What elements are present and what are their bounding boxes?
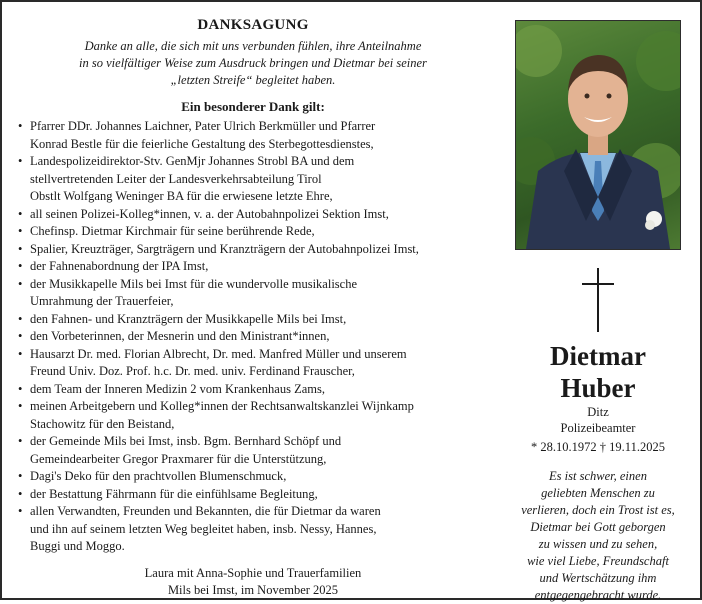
thanks-item (16, 153, 490, 206)
thanks-item (16, 118, 490, 153)
quote-line: verlieren, doch ein Trost ist es, (521, 503, 675, 517)
quote-line: wie viel Liebe, Freundschaft (527, 554, 669, 568)
memorial-quote (508, 468, 688, 604)
life-dates: * 28.10.1972 † 19.11.2025 (531, 440, 665, 454)
intro-text (16, 38, 490, 89)
thanks-item-line: stellvertretenden Leiter der Landesverkehrsabteilung Tirol (30, 171, 322, 186)
thanks-item-line: • dem Team der Inneren Medizin 2 vom Krankenhaus Zams, (30, 381, 325, 396)
profession: Polizeibeamter (560, 421, 636, 435)
quote-line: geliebten Menschen zu (541, 486, 655, 500)
memorial-column (508, 20, 688, 604)
thanks-item (16, 503, 490, 556)
thanks-item (16, 241, 490, 259)
thanks-item-line: • der Gemeinde Mils bei Imst, insb. Bgm. Bernhard Schöpf und (30, 434, 342, 448)
thanks-item-line: Umrahmung der Trauerfeier, (30, 294, 174, 308)
thanks-item (16, 276, 490, 311)
thanks-list (16, 118, 490, 556)
special-thanks-heading: Ein besonderer Dank gilt: (181, 99, 325, 114)
thanks-column (16, 16, 490, 599)
quote-line: und Wertschätzung ihm (539, 571, 657, 585)
thanks-item (16, 433, 490, 468)
thanks-item-line: • der Fahnenabordnung der IPA Imst, (30, 259, 209, 273)
thanks-item-line: Konrad Bestle für die feierliche Gestaltung des Sterbegottesdienstes, (30, 136, 374, 151)
thanks-item-line: • den Fahnen- und Kranzträgern der Musikkapelle Mils bei Imst, (30, 311, 347, 326)
portrait-illustration (516, 21, 680, 249)
intro-line: Danke an alle, die sich mit uns verbunden fühlen, ihre Anteilnahme (84, 39, 422, 53)
quote-line: Es ist schwer, einen (549, 469, 647, 483)
thanks-item (16, 381, 490, 399)
page-title: DANKSAGUNG (197, 17, 309, 33)
thanks-item (16, 258, 490, 276)
thanks-item (16, 223, 490, 241)
thanks-item (16, 486, 490, 504)
closing-line: Laura mit Anna-Sophie und Trauerfamilien (144, 565, 362, 580)
thanks-item-line: und ihn auf seinem letzten Weg begleitet haben, insb. Nessy, Hannes, (30, 521, 377, 536)
thanks-item-line: • Hausarzt Dr. med. Florian Albrecht, Dr. med. Manfred Müller und unserem (30, 346, 407, 361)
quote-line: entgegengebracht wurde. (534, 588, 662, 602)
quote-line: zu wissen und zu sehen, (538, 537, 658, 551)
intro-line: in so vielfältiger Weise zum Ausdruck bringen und Dietmar bei seiner (79, 56, 427, 70)
thanks-item-line: • der Bestattung Fährmann für die einfühlsame Begleitung, (30, 486, 318, 501)
thanks-item-line: • meinen Arbeitgebern und Kolleg*innen der Rechtsanwaltskanzlei Wijnkamp (30, 399, 414, 413)
thanks-item-line: Stachowitz für den Beistand, (30, 416, 175, 431)
thanks-item-line: • Landespolizeidirektor-Stv. GenMjr Johannes Strobl BA und dem (30, 154, 355, 168)
portrait-photo (515, 20, 681, 250)
thanks-item (16, 206, 490, 224)
closing-signature (16, 565, 490, 599)
thanks-item (16, 311, 490, 329)
thanks-item-line: • Pfarrer DDr. Johannes Laichner, Pater Ulrich Berkmüller und Pfarrer (30, 119, 376, 133)
thanks-item-line: Buggi und Moggo. (30, 539, 125, 553)
thanks-item-line: Obstlt Wolfgang Weninger BA für die erwiesene letzte Ehre, (30, 189, 333, 203)
thanks-item-line: Freund Univ. Doz. Prof. h.c. Dr. med. univ. Ferdinand Frauscher, (30, 364, 355, 378)
place: Ditz (587, 405, 609, 419)
cross-icon (578, 268, 618, 332)
thanks-item-line: • Chefinsp. Dietmar Kirchmair für seine berührende Rede, (30, 224, 315, 238)
thanks-item (16, 398, 490, 433)
thanks-item (16, 346, 490, 381)
first-name: Dietmar (550, 341, 646, 371)
thanks-item-line: • Dagi's Deko für den prachtvollen Blumenschmuck, (30, 469, 287, 483)
thanks-item-line: • den Vorbeterinnen, der Mesnerin und den Ministrant*innen, (30, 329, 330, 343)
thanks-item-line: • Spalier, Kreuzträger, Sargträgern und Kranzträgern der Autobahnpolizei Imst, (30, 241, 419, 256)
cross-horizontal-bar (582, 283, 614, 285)
thanks-item-line: Gemeindearbeiter Gregor Praxmarer für die Unterstützung, (30, 451, 327, 466)
thanks-item-line: • allen Verwandten, Freunden und Bekannten, die für Dietmar da waren (30, 504, 381, 518)
intro-line: „letzten Streife“ begleitet haben. (170, 73, 336, 87)
thanks-item-line: • all seinen Polizei-Kolleg*innen, v. a. der Autobahnpolizei Sektion Imst, (30, 206, 389, 221)
thanks-item (16, 468, 490, 486)
thanks-item-line: • der Musikkapelle Mils bei Imst für die wundervolle musikalische (30, 276, 358, 291)
quote-line: Dietmar bei Gott geborgen (530, 520, 666, 534)
closing-line: Mils bei Imst, im November 2025 (167, 582, 339, 597)
thanks-item (16, 328, 490, 346)
cross-vertical-bar (597, 268, 599, 332)
last-name: Huber (560, 373, 636, 403)
